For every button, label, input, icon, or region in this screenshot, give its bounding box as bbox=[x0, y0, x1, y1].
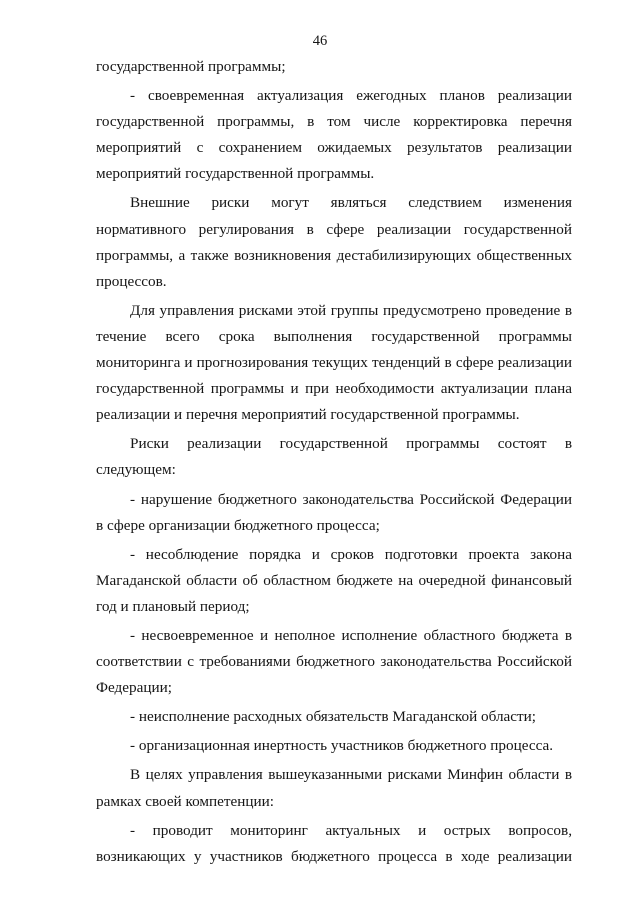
paragraph-program-continuation: государственной программы; bbox=[96, 58, 286, 75]
list-item-organizational-inertia: - организационная инертность участников бюджетного процесса. bbox=[130, 737, 554, 755]
list-item-plan-update: - своевременная актуализация ежегодных планов реализации государственной программы, в том числе корректировка перечня мероприятий с сохранением ожидаемых результатов реализации мероприятий государственной программы. bbox=[96, 87, 572, 183]
page-number: 46 bbox=[312, 33, 328, 49]
paragraph-external-risks: Внешние риски могут являться следствием изменения нормативного регулирования в сфере реализации государственной программы, а также возникновения дестабилизирующих общественных процессов. bbox=[96, 194, 572, 290]
list-item-expenditure-obligations: - неисполнение расходных обязательств Магаданской области; bbox=[130, 708, 537, 726]
paragraph-implementation-risks: Риски реализации государственной программы состоят в следующем: bbox=[96, 435, 572, 479]
list-item-budget-law-deadlines: - несоблюдение порядка и сроков подготовки проекта закона Магаданской области об областном бюджете на очередной финансовый год и плановый период; bbox=[96, 545, 572, 615]
paragraph-minfin-measures: В целях управления вышеуказанными рисками Минфин области в рамках своей компетенции: bbox=[96, 766, 572, 810]
list-item-monitoring: - проводит мониторинг актуальных и острых вопросов, возникающих у участников бюджетного процесса в ходе реализации bbox=[96, 821, 572, 865]
paragraph-risk-management: Для управления рисками этой группы предусмотрено проведение в течение всего срока выполнения государственной программы мониторинга и прогнозирования текущих тенденций в сфере реализации государственной программы и при необходимости актуализации плана реализации и перечня мероприятий государственной программы. bbox=[96, 301, 572, 424]
list-item-budget-execution: - несвоевременное и неполное исполнение областного бюджета в соответствии с требованиями бюджетного законодательства Российской Федерации; bbox=[96, 626, 572, 697]
document-body bbox=[96, 54, 572, 873]
list-item-budget-law-violation: - нарушение бюджетного законодательства Российской Федерации в сфере организации бюджетного процесса; bbox=[96, 490, 572, 534]
